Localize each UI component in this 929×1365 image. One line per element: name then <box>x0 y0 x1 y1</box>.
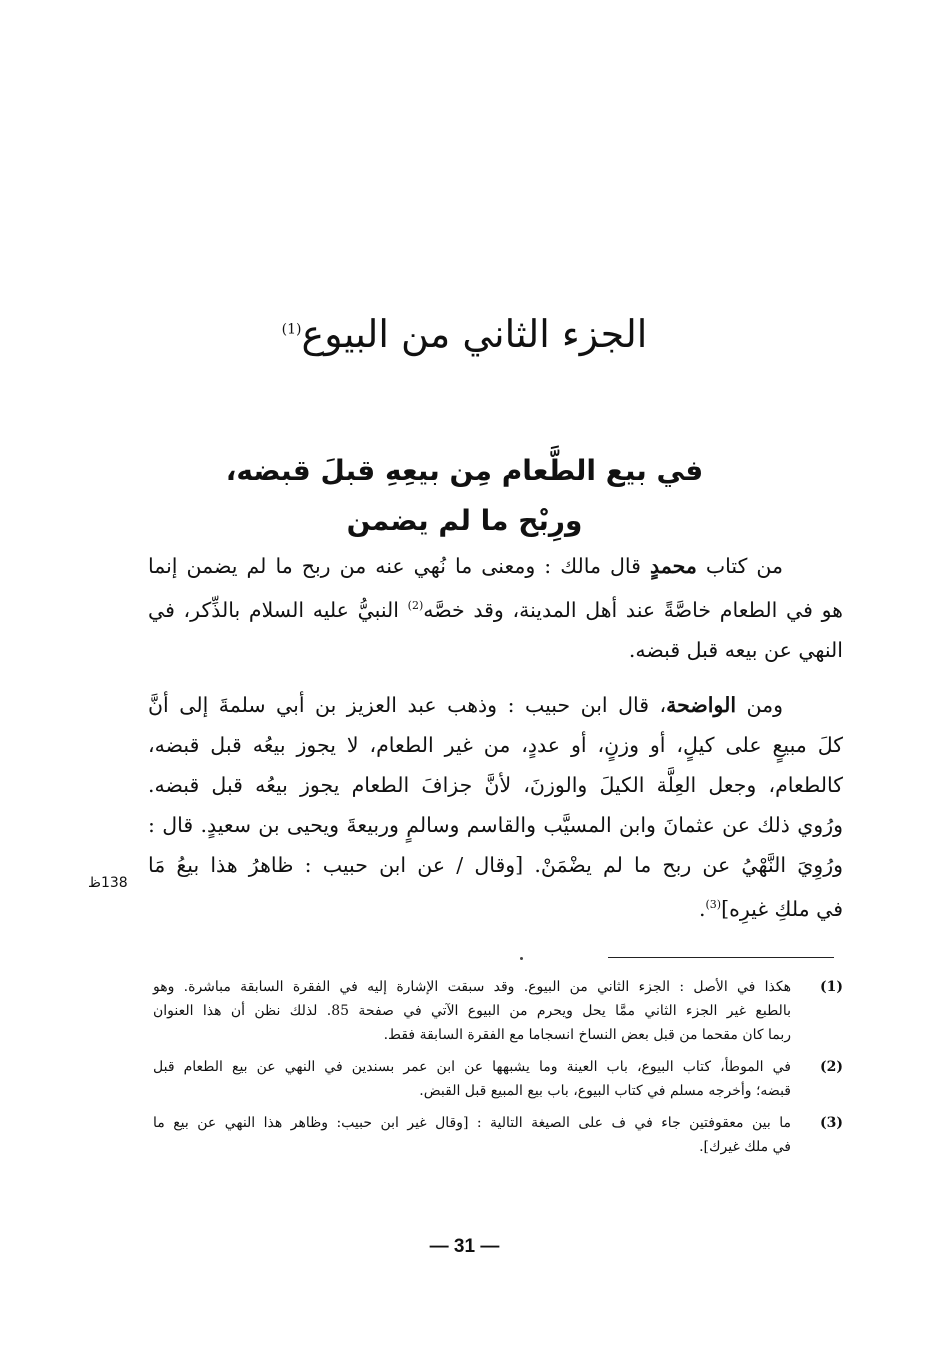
footnote-3 <box>153 1111 843 1159</box>
paragraph-2 <box>148 685 843 929</box>
chapter-title-line-1: في بيع الطَّعام مِن بيعِهِ قبلَ قبضه، <box>225 454 704 487</box>
footnote-number: (1) <box>820 979 843 995</box>
footnote-line: قبضه؛ وأخرجه مسلم في كتاب البيوع، باب بيع المبيع قبل القبض. <box>419 1083 791 1099</box>
chapter-title-line-2: ورِبْح ما لم يضمن <box>346 504 583 537</box>
footnote-number: (3) <box>820 1115 843 1131</box>
manuscript-folio-marker: 138ظ <box>88 875 128 891</box>
footnote-number: (2) <box>820 1059 843 1075</box>
footnote-line: في الموطأ، كتاب البيوع، باب العينة وما يشبهها عن ابن عمر بسندين في النهي عن بيع الطعام قبل <box>153 1059 791 1075</box>
chapter-title <box>0 446 929 546</box>
paragraph-2-line-4: ورُوي ذلك عن عثمانَ وابن المسيَّب والقاسم وسالمٍ وربيعةَ ويحيى بن سعيدٍ. قال : <box>148 813 843 837</box>
paragraph-2-line-1-rest: ، قال ابن حبيب : وذهب عبد العزيز بن أبي سلمةَ إلى أنَّ <box>148 693 667 717</box>
source-name-muhammad: محمدٍ <box>650 554 697 578</box>
footnote-ref-3: (3) <box>705 898 722 911</box>
paragraph-1-line-2-b: النبيُّ عليه السلام بالذِّكر، في <box>148 597 408 622</box>
footnote-separator <box>608 957 834 958</box>
paragraph-1 <box>148 546 843 670</box>
footnote-line: في ملك غيرك]. <box>699 1139 791 1155</box>
footnote-ref-2: (2) <box>407 599 424 612</box>
paragraph-1-line-3: النهي عن بيعه قبل قبضه. <box>628 637 843 662</box>
footnote-line: ما بين معقوفتين جاء في ف على الصيغة التالية : [وقال غير ابن حبيب: وظاهر هذا النهي عن بيع ما <box>153 1115 791 1131</box>
part-title <box>0 312 929 356</box>
paragraph-2-line-6 <box>148 885 843 929</box>
paragraph-2-line-5: ورُوِيَ النَّهْيُ عن ربح ما لم يضْمَنْ. [وقال / عن ابن حبيب : ظاهرُ هذا بيعُ مَا <box>148 853 843 877</box>
footnotes <box>153 975 843 1167</box>
source-name-wadiha: الواضحة <box>666 693 737 717</box>
page-number: — 31 — <box>429 1236 500 1257</box>
paragraph-1-line-2-a: هو في الطعام خاصَّةً عند أهل المدينة، وقد خصَّه <box>423 597 843 622</box>
paragraph-2-line-3: كالطعام، وجعل العِلَّة الكيلَ والوزنَ، لأنَّ جزافَ الطعام يجوز بيعُه قبل قبضه. <box>148 773 843 797</box>
paragraph-1-lead: من كتاب <box>696 554 783 578</box>
paragraph-2-line-1 <box>148 685 843 725</box>
paragraph-1-line-2 <box>148 586 843 630</box>
paragraph-2-line-6-b: . <box>698 896 706 921</box>
ink-speck <box>520 957 523 960</box>
paragraph-2-line-2: كلَ مبيعٍ على كيلٍ، أو وزنٍ، أو عددٍ، من غير الطعام، لا يجوز بيعُه قبل قبضه، <box>148 733 843 757</box>
footnote-line: بالطبع غير الجزء الثاني ممَّا يحل ويحرم من البيوع الآتي في صفحة 85. لذلك نظن أن هذا العنوان <box>153 1003 791 1019</box>
part-title-text: الجزء الثاني من البيوع <box>301 312 648 356</box>
paragraph-2-lead: ومن <box>736 693 783 717</box>
footnote-line: هكذا في الأصل : الجزء الثاني من البيوع. وقد سبقت الإشارة إليه في الفقرة السابقة مباشرة. وهو <box>153 979 791 995</box>
footnote-line: ربما كان مقحما من قبل بعض النساخ انسجاما مع الفقرة السابقة فقط. <box>383 1027 791 1043</box>
paragraph-2-line-6-a: في ملكِ غيرِه] <box>721 896 843 921</box>
footnote-ref-1: (1) <box>281 321 302 338</box>
footnote-2 <box>153 1055 843 1103</box>
paragraph-1-line-1-rest: قال مالك : ومعنى ما نُهي عنه من ربح ما لم يضمن إنما <box>148 554 651 578</box>
footnote-1 <box>153 975 843 1047</box>
paragraph-1-line-1 <box>148 546 843 586</box>
